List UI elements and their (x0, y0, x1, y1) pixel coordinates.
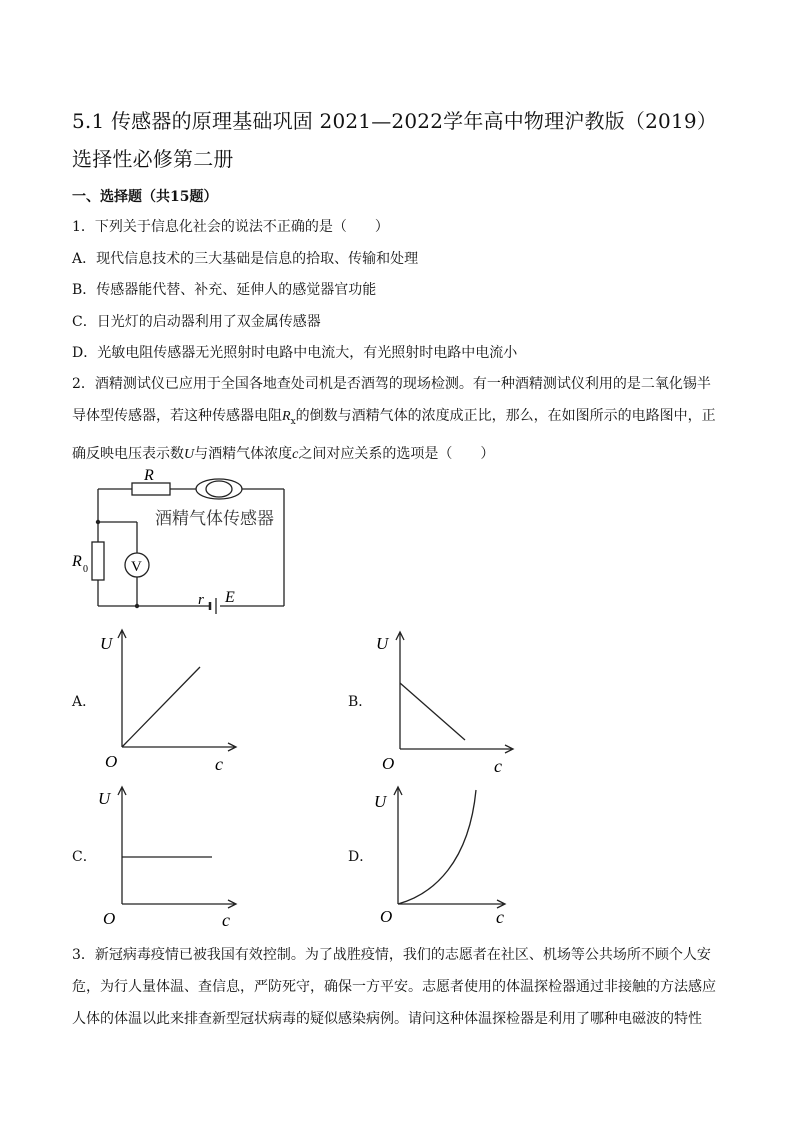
resistor-r0 (92, 542, 104, 580)
q1-option-d: D．光敏电阻传感器无光照射时电路中电流大，有光照射时电路中电流小 (72, 345, 518, 361)
circuit-diagram (60, 462, 300, 622)
q2-symbol-c: c (292, 446, 299, 462)
label-r0: R (72, 553, 82, 570)
q2-stem-part3: 与酒精气体浓度 (194, 445, 293, 462)
graph-d-curve (398, 790, 476, 904)
section-heading: 一、选择题（共15题） (72, 189, 218, 205)
alcohol-sensor-symbol (196, 479, 242, 499)
q2-stem (72, 368, 722, 471)
q3-stem: 3．新冠病毒疫情已被我国有效控制。为了战胜疫情，我们的志愿者在社区、机场等公共场所不顾个人安危，为行人量体温、查信息，严防死守，确保一方平安。志愿者使用的体温探检器通过非接触的方法感应人体的体温以此来排查新型冠状病毒的疑似感染病例。请问这种体温探检器是利用了哪种电磁波的特性 (72, 947, 716, 1027)
graph-b-y-label: U (376, 634, 389, 653)
label-alcohol-sensor: 酒精气体传感器 (155, 509, 274, 528)
graph-b-x-label: c (494, 756, 502, 776)
graph-d-y-label: U (374, 792, 387, 811)
label-r-internal: r (198, 592, 204, 608)
label-voltmeter: V (131, 559, 142, 575)
graph-b-origin: O (382, 754, 395, 773)
graph-b-line (400, 683, 465, 740)
graph-d-x-label: c (496, 907, 504, 927)
graph-c (95, 782, 245, 932)
q2-symbol-r: R (282, 409, 291, 424)
q2-option-c-label: C． (72, 849, 97, 865)
graph-c-y-label: U (98, 789, 111, 808)
graph-c-x-label: c (222, 910, 230, 930)
resistor-r (132, 483, 170, 495)
q1-option-a: A．现代信息技术的三大基础是信息的拾取、传输和处理 (72, 251, 419, 267)
label-r0-sub: 0 (83, 564, 88, 575)
label-e: E (225, 589, 235, 606)
graph-b (372, 627, 522, 777)
q2-option-a-label: A． (72, 694, 97, 710)
graph-c-origin: O (103, 909, 116, 928)
q2-symbol-r-sub: x (290, 416, 296, 427)
label-r: R (144, 467, 154, 484)
graph-a (95, 625, 245, 775)
document-title: 5.1 传感器的原理基础巩固 2021—2022学年高中物理沪教版（2019）选择性必修第二册 (72, 109, 718, 171)
graph-a-origin: O (105, 752, 118, 771)
q2-stem-part4: 之间对应关系的选项是（ ） (298, 445, 495, 462)
q2-stem-part2: 的倒数与酒精气体的浓度成正比，那么，在如图所示的电路图中，正确反映电压表示数 (72, 408, 716, 462)
q2-option-b-label: B． (348, 694, 373, 710)
q1-option-c: C．日光灯的启动器利用了双金属传感器 (72, 314, 321, 330)
graph-a-x-label: c (215, 754, 223, 774)
graph-d (374, 782, 524, 932)
q1-stem: 1．下列关于信息化社会的说法不正确的是（ ） (72, 219, 389, 235)
q2-stem-part1: 2．酒精测试仪已应用于全国各地查处司机是否酒驾的现场检测。有一种酒精测试仪利用的是二氧化锡半导体型传感器，若这种传感器电阻 (72, 376, 711, 424)
q2-symbol-u: U (184, 446, 195, 462)
graph-a-y-label: U (100, 634, 113, 653)
q1-option-b: B．传感器能代替、补充、延伸人的感觉器官功能 (72, 282, 377, 298)
q2-option-d-label: D． (348, 849, 374, 865)
graph-d-origin: O (380, 907, 393, 926)
graph-a-line (122, 667, 200, 747)
